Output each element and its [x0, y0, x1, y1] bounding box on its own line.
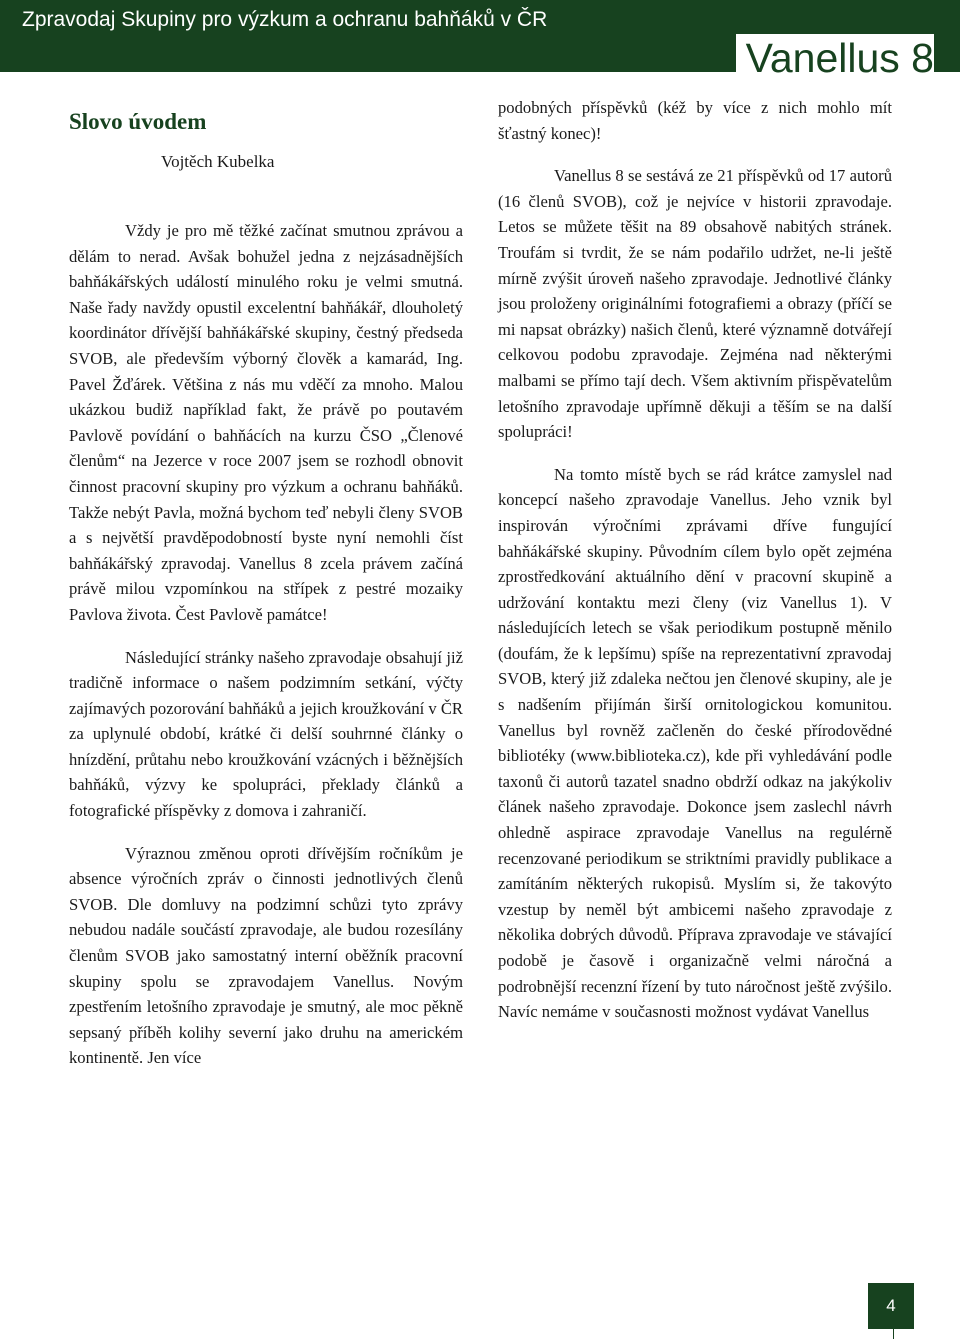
article-author: Vojtěch Kubelka — [161, 152, 275, 171]
paragraph: Vždy je pro mě těžké začínat smutnou zprávou a dělám to nerad. Avšak bohužel jedna z nejzásadnějších bahňákářských událostí minulého roku je velmi smutná. Naše řady navždy opustil excelentní bahňákář, dlouholetý koordinátor dřívější bahňákářské skupiny, čestný předseda SVOB, ale především výborný člověk a kamarád, Ing. Pavel Žďárek. Většina z nás mu vděčí za mnoho. Malou ukázkou budiž například fakt, že právě po poutavém Pavlově povídání o bahňácích na kurzu ČSO „Členové členům“ na Jezerce v roce 2007 jsem se rozhodl obnovit činnost pracovní skupiny pro výzkum a ochranu bahňáků. Takže nebýt Pavla, možná bychom teď nebyli členy SVOB a s největší pravděpodobností byste nyní nemohli číst bahňákářský zpravodaj. Vanellus 8 zcela právem začíná právě milou vzpomínkou na střípek z pestré mozaiky Pavlova života. Čest Pavlově památce! — [69, 221, 463, 624]
page-number: 4 — [868, 1283, 914, 1329]
page-number-tick — [893, 1329, 894, 1339]
paragraph: Následující stránky našeho zpravodaje obsahují již tradičně informace o našem podzimním setkání, výčty zajímavých pozorování bahňáků a jejich kroužkování v ČR za uplynulé období, krátké či delší souhrnné články o hnízdění, průtahu nebo kroužkování vzácných i běžnějších bahňáků, výzvy ke spolupráci, překlady článků a fotografické příspěvky z domova i zahraničí. — [69, 647, 463, 821]
paragraph: Vanellus 8 se sestává ze 21 příspěvků od 17 autorů (16 členů SVOB), což je nejvíce v historii zpravodaje. Letos se můžete těšit na 89 obsahově nabitých stránek. Troufám si tvrdit, že se nám podařilo udržet, ne-li ještě mírně zvýšit úroveň našeho zpravodaje. Jednotlivé články jsou proloženy originálními fotografiemi a obrazy (příčí se mi napsat obrázky) našich členů, které významně dotvářejí celkovou podobu zpravodaje. Zejména nad některými malbami se přímo tají dech. Všem aktivním přispěvatelům letošního zpravodaje upřímně děkuji a těším se na další spolupráci! — [498, 166, 892, 442]
paragraph-continued: podobných příspěvků (kéž by více z nich mohlo mít šťastný konec)! — [498, 98, 892, 143]
newsletter-title: Vanellus 8 — [736, 34, 934, 82]
paragraph: Na tomto místě bych se rád krátce zamyslel nad koncepcí našeho zpravodaje Vanellus. Jeho vznik byl inspirován výročními zprávami dříve fungující bahňákářské skupiny. Původním cílem bylo opět zejména zprostředkování aktuálního dění v pracovní skupině a udržování kontaktu mezi členy (viz Vanellus 1). V následujících letech se však periodikum postupně měnilo (doufám, že k lepšímu) spíše na reprezentativní zpravodaj SVOB, který již zdaleka nečtou jen členové skupiny, ale je s nadšením přijímán širší ornitologickou komunitou. Vanellus byl rovněž začleněn do české přírodovědné bibliotéky (www.biblioteka.cz), kde při vyhledávání podle taxonů či autorů tazatel snadno obdrží odkaz na jakýkoliv článek našeho zpravodaje. Dokonce jsem zaslechl návrh ohledně aspirace zpravodaje Vanellus na regulérně recenzované periodikum se striktními pravidly publikace a zamítáním některých rukopisů. Myslím si, že takovýto vzestup by neměl být ambicemi našeho zpravodaje z několika dobrých důvodů. Příprava zpravodaje ve stávající podobě je časově i organizačně velmi náročná a podrobnější recenzní řízení by tuto náročnost ještě zvýšilo. Navíc nemáme v současnosti možnost vydávat Vanellus — [498, 464, 892, 1022]
article-title: Slovo úvodem — [69, 109, 207, 134]
right-column — [498, 95, 892, 1042]
newsletter-subtitle: Zpravodaj Skupiny pro výzkum a ochranu bahňáků v ČR — [22, 8, 548, 31]
left-column — [69, 100, 463, 1088]
paragraph: Výraznou změnou oproti dřívějším ročníkům je absence výročních zpráv o činnosti jednotlivých členů SVOB. Dle domluvy na podzimní schůzi tyto zprávy nebudou nadále součástí zpravodaje, ale budou rozesílány členům SVOB jako samostatný interní oběžník pracovní skupiny spolu se zpravodajem Vanellus. Novým zpestřením letošního zpravodaje je smutný, ale moc pěkně sepsaný příběh kolihy severní jako druhu na americkém kontinentě. Jen více — [69, 843, 463, 1068]
